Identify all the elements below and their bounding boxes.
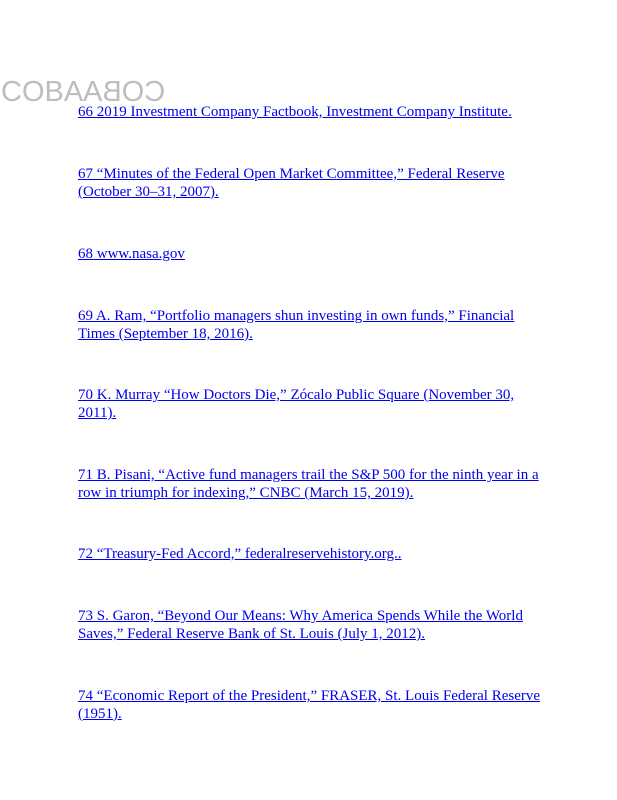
footnote-link-66[interactable]: 66 2019 Investment Company Factbook, Investment Company Institute. <box>78 104 512 120</box>
footnote-link-71[interactable]: 71 B. Pisani, “Active fund managers trail the S&P 500 for the ninth year in a row in triumph for indexing,” CNBC (March 15, 2019). <box>78 467 539 501</box>
footnote-link-67[interactable]: 67 “Minutes of the Federal Open Market Committee,” Federal Reserve (October 30–31, 2007). <box>78 166 505 200</box>
footnote-link-74[interactable]: 74 “Economic Report of the President,” FRASER, St. Louis Federal Reserve (1951). <box>78 688 541 722</box>
footnote-link-72[interactable]: 72 “Treasury-Fed Accord,” federalreservehistory.org.. <box>78 546 402 562</box>
watermark-text-mirrored: COBA <box>83 76 166 108</box>
footnote-link-69[interactable]: 69 A. Ram, “Portfolio managers shun investing in own funds,” Financial Times (September 18, 2016). <box>78 308 515 342</box>
footnote-link-73[interactable]: 73 S. Garon, “Beyond Our Means: Why America Spends While the World Saves,” Federal Reserve Bank of St. Louis (July 1, 2012). <box>78 608 523 642</box>
watermark-text: COBA <box>1 76 84 108</box>
footnote-link-68[interactable]: 68 www.nasa.gov <box>78 246 185 262</box>
footnote-link-70[interactable]: 70 K. Murray “How Doctors Die,” Zócalo Public Square (November 30, 2011). <box>78 387 515 421</box>
